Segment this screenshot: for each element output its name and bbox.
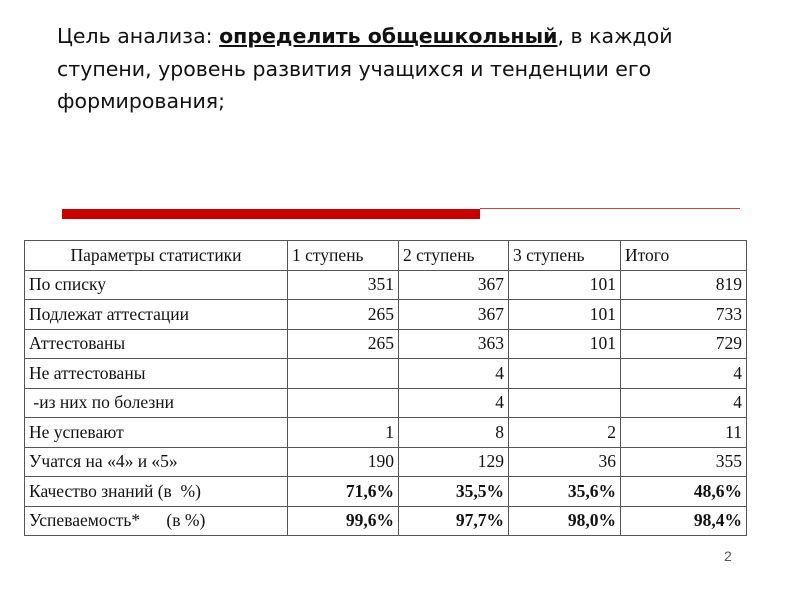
table-cell: 129: [399, 447, 509, 477]
table-header-row: [25, 241, 747, 271]
table-cell: 48,6%: [621, 477, 747, 507]
row-label: Подлежат аттестации: [25, 300, 288, 330]
title-emphasis: определить общешкольный: [219, 24, 558, 48]
table-cell: 265: [288, 329, 399, 359]
table-cell: 35,5%: [399, 477, 509, 507]
table-cell: 4: [621, 388, 747, 418]
slide-title: [57, 20, 757, 118]
table-row: [25, 418, 747, 448]
table-cell: 2: [509, 418, 621, 448]
table-cell: 4: [399, 388, 509, 418]
table-row: [25, 506, 747, 536]
table-cell: 355: [621, 447, 747, 477]
title-prefix: Цель анализа:: [57, 24, 220, 48]
column-header: Итого: [621, 241, 747, 271]
table-row: [25, 300, 747, 330]
row-label: Качество знаний (в %): [25, 477, 288, 507]
row-label: Аттестованы: [25, 329, 288, 359]
table-row: [25, 329, 747, 359]
table-cell: 265: [288, 300, 399, 330]
statistics-table: [24, 240, 747, 536]
table-cell: 8: [399, 418, 509, 448]
table-cell: 101: [509, 329, 621, 359]
column-header: 2 ступень: [399, 241, 509, 271]
row-label: -из них по болезни: [25, 388, 288, 418]
table-cell: 71,6%: [288, 477, 399, 507]
table-cell: 97,7%: [399, 506, 509, 536]
table-cell: 819: [621, 270, 747, 300]
row-label: Не аттестованы: [25, 359, 288, 389]
table-row: [25, 359, 747, 389]
row-label: По списку: [25, 270, 288, 300]
table-cell: 101: [509, 300, 621, 330]
table-row: [25, 388, 747, 418]
table-cell: 729: [621, 329, 747, 359]
column-header: 1 ступень: [288, 241, 399, 271]
table-cell: 98,0%: [509, 506, 621, 536]
table-cell: 101: [509, 270, 621, 300]
table-cell: 363: [399, 329, 509, 359]
column-header: Параметры статистики: [25, 241, 288, 271]
table-cell: 733: [621, 300, 747, 330]
red-divider-bar: [62, 209, 480, 219]
table-cell: 4: [621, 359, 747, 389]
row-label: Учатся на «4» и «5»: [25, 447, 288, 477]
row-label: Не успевают: [25, 418, 288, 448]
table-row: [25, 270, 747, 300]
column-header: 3 ступень: [509, 241, 621, 271]
table-cell: 367: [399, 270, 509, 300]
table-cell: [288, 359, 399, 389]
table-row: [25, 477, 747, 507]
table-row: [25, 447, 747, 477]
table-cell: [509, 388, 621, 418]
table-cell: 351: [288, 270, 399, 300]
table-cell: 367: [399, 300, 509, 330]
red-divider-line: [480, 208, 740, 209]
row-label: Успеваемость* (в %): [25, 506, 288, 536]
table-cell: 11: [621, 418, 747, 448]
table-cell: 98,4%: [621, 506, 747, 536]
table-cell: 4: [399, 359, 509, 389]
title-suffix: , в каждой ступени, уровень развития учащихся и тенденции его формирования;: [57, 24, 673, 113]
table-cell: 1: [288, 418, 399, 448]
table-cell: [288, 388, 399, 418]
table-cell: [509, 359, 621, 389]
table-cell: 190: [288, 447, 399, 477]
table-cell: 99,6%: [288, 506, 399, 536]
table-cell: 35,6%: [509, 477, 621, 507]
page-number: 2: [724, 548, 732, 564]
table-cell: 36: [509, 447, 621, 477]
